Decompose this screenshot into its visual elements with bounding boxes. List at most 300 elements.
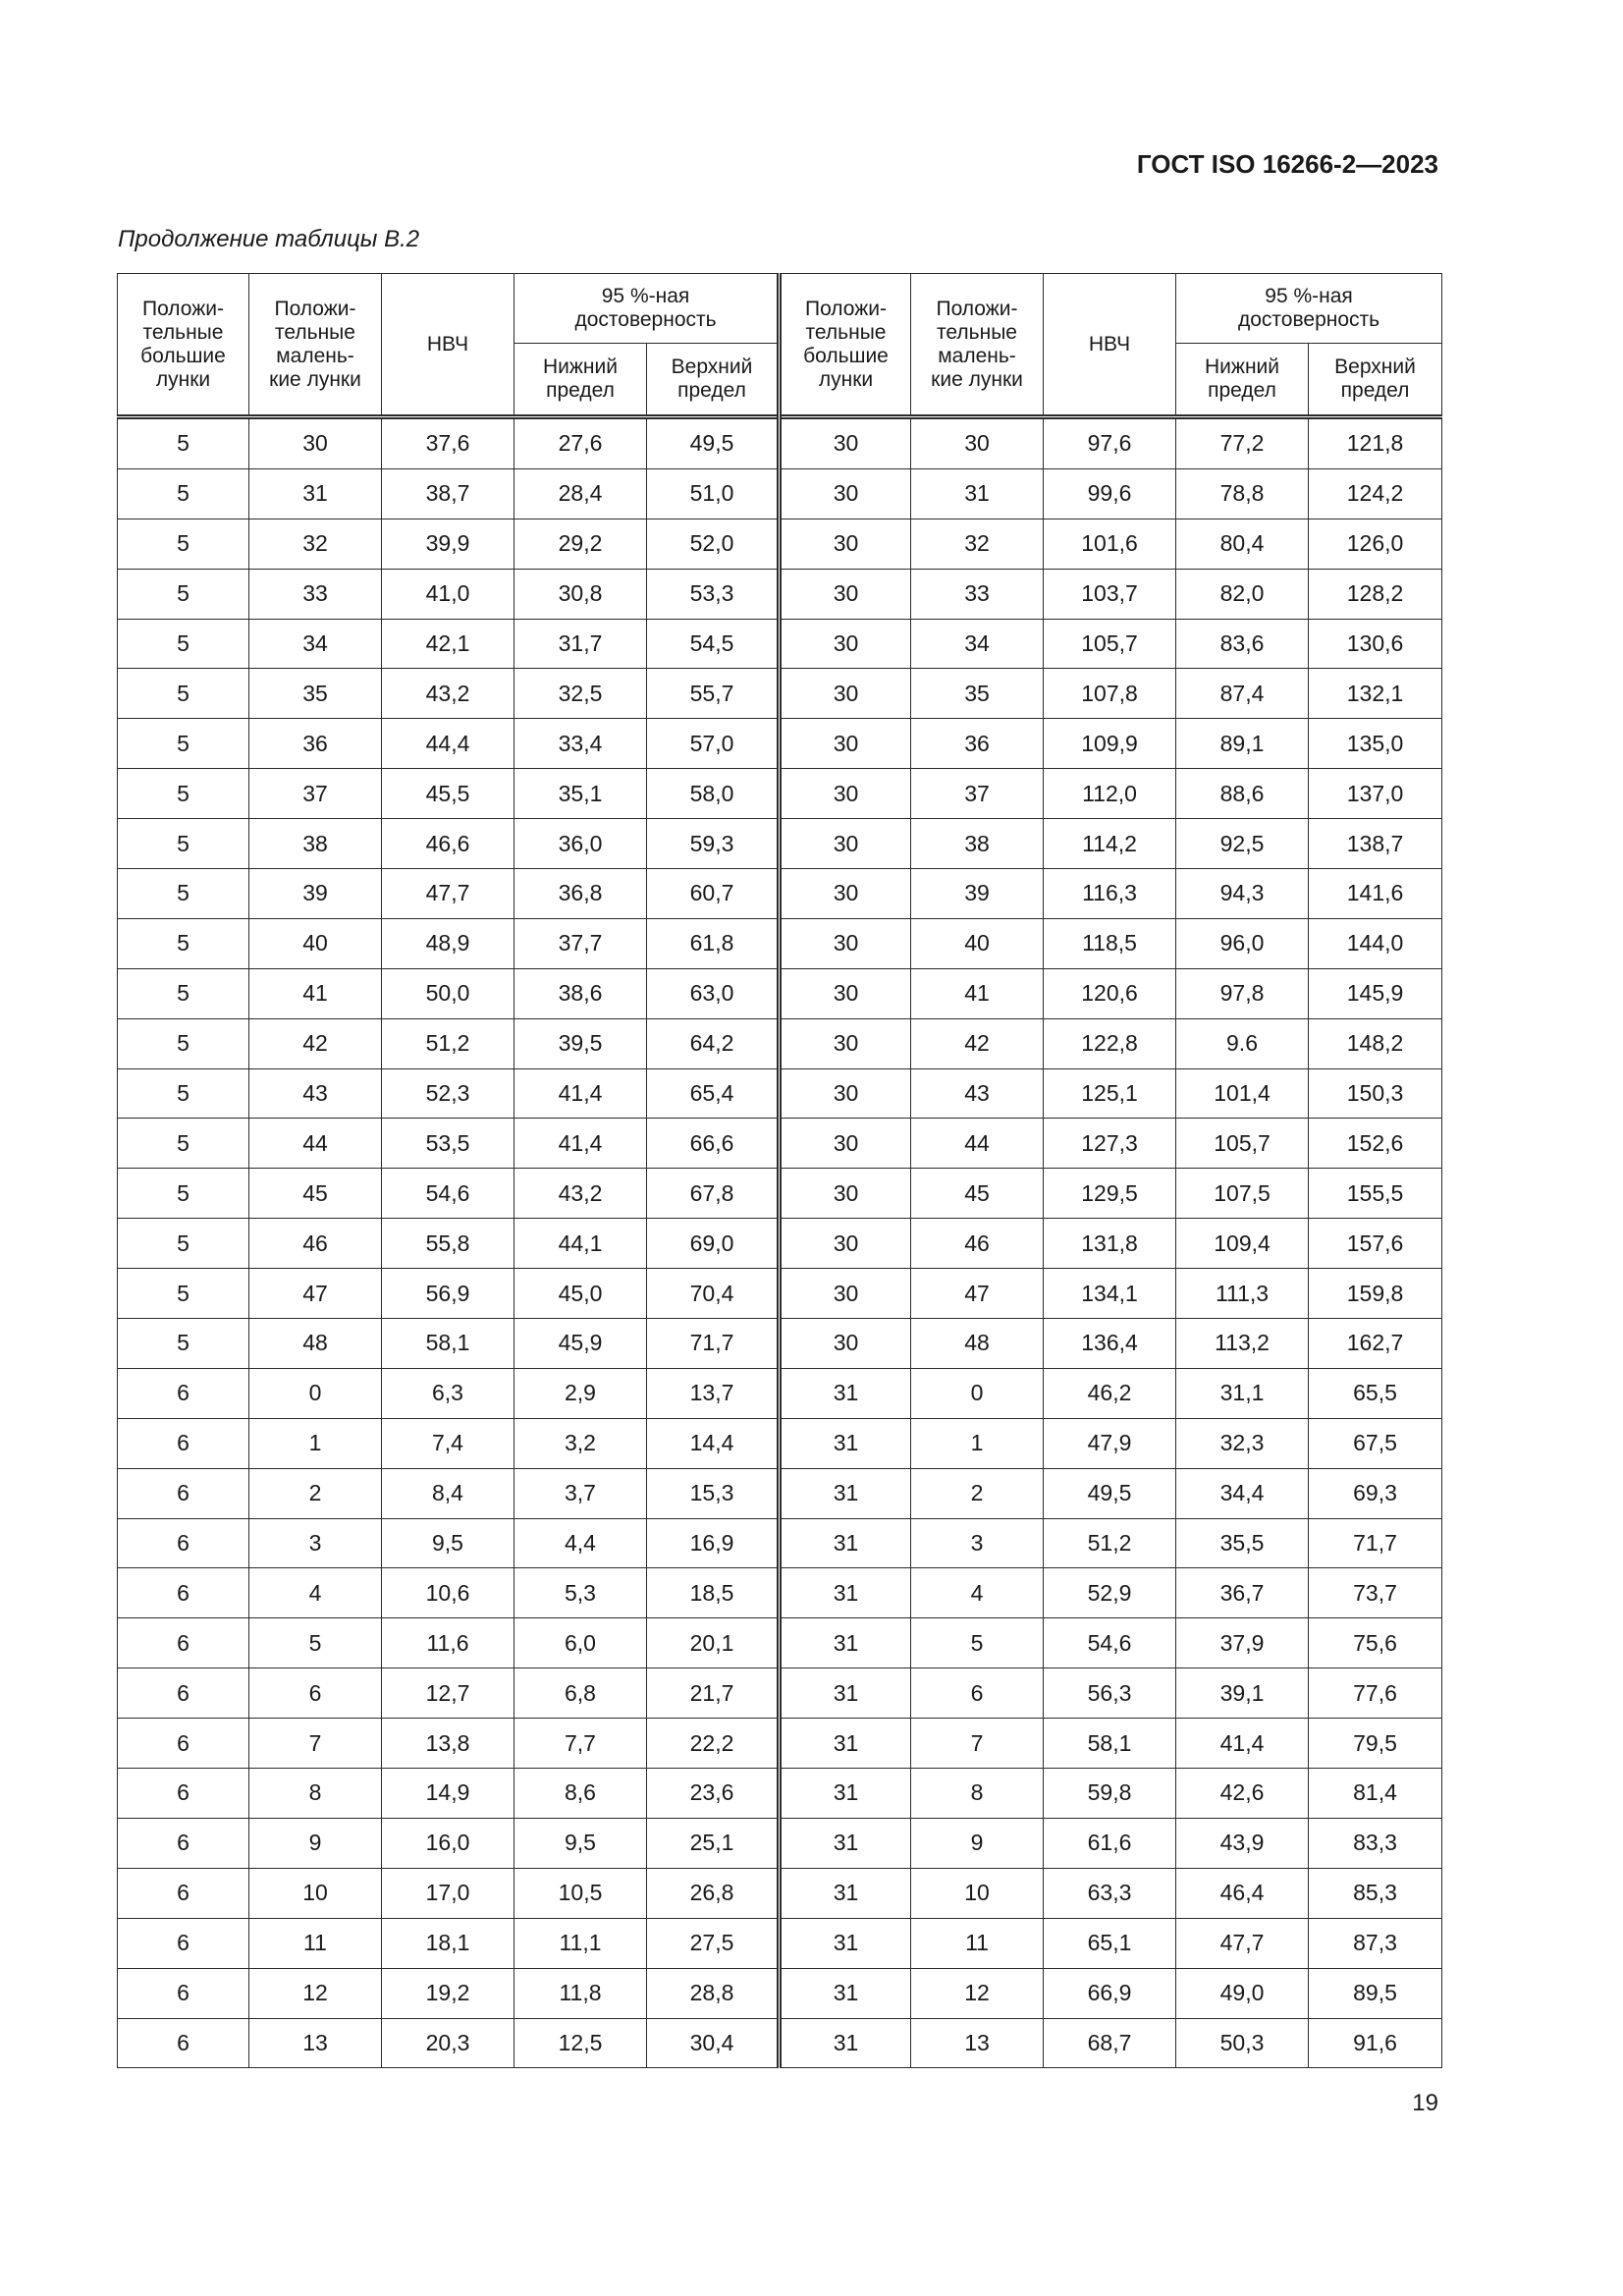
table-cell: 31: [780, 1769, 911, 1819]
table-cell: 16,9: [647, 1518, 780, 1568]
table-cell: 6: [118, 1368, 249, 1418]
table-cell: 32: [249, 519, 382, 569]
table-cell: 43,2: [382, 669, 514, 719]
header-positive-small: Положи- тельные малень- кие лунки: [249, 274, 382, 417]
table-cell: 46: [911, 1219, 1044, 1269]
table-cell: 16,0: [382, 1818, 514, 1868]
table-cell: 54,6: [1044, 1618, 1176, 1668]
table-cell: 162,7: [1309, 1319, 1442, 1369]
table-cell: 12: [911, 1968, 1044, 2018]
table-cell: 30: [780, 1068, 911, 1119]
table-cell: 9: [249, 1818, 382, 1868]
table-cell: 31: [780, 1468, 911, 1518]
table-cell: 49,0: [1176, 1968, 1309, 2018]
table-cell: 31: [780, 1568, 911, 1618]
table-cell: 47,9: [1044, 1418, 1176, 1468]
table-cell: 67,5: [1309, 1418, 1442, 1468]
table-cell: 37,9: [1176, 1618, 1309, 1668]
table-cell: 13: [249, 2018, 382, 2068]
table-cell: 31: [249, 468, 382, 519]
table-cell: 5: [118, 569, 249, 619]
table-row: [118, 468, 1442, 519]
table-row: [118, 1169, 1442, 1219]
table-cell: 69,0: [647, 1219, 780, 1269]
table-cell: 105,7: [1176, 1119, 1309, 1169]
table-cell: 5,3: [514, 1568, 647, 1618]
table-cell: 118,5: [1044, 918, 1176, 968]
table-cell: 43: [911, 1068, 1044, 1119]
table-row: [118, 1219, 1442, 1269]
table-cell: 30: [780, 1319, 911, 1369]
table-cell: 6: [118, 1769, 249, 1819]
table-row: [118, 1368, 1442, 1418]
table-cell: 7,7: [514, 1719, 647, 1769]
table-row: [118, 1568, 1442, 1618]
table-cell: 51,0: [647, 468, 780, 519]
table-cell: 55,7: [647, 669, 780, 719]
table-row: [118, 1668, 1442, 1719]
table-cell: 43,9: [1176, 1818, 1309, 1868]
table-cell: 6: [118, 1518, 249, 1568]
table-cell: 63,0: [647, 968, 780, 1018]
table-cell: 44,1: [514, 1219, 647, 1269]
table-cell: 31: [780, 1518, 911, 1568]
table-cell: 35: [249, 669, 382, 719]
table-cell: 31: [780, 1368, 911, 1418]
table-cell: 30: [780, 417, 911, 469]
table-cell: 5: [118, 417, 249, 469]
table-cell: 23,6: [647, 1769, 780, 1819]
table-cell: 61,8: [647, 918, 780, 968]
table-cell: 31: [911, 468, 1044, 519]
table-cell: 89,1: [1176, 719, 1309, 769]
table-cell: 6,3: [382, 1368, 514, 1418]
table-cell: 18,5: [647, 1568, 780, 1618]
table-cell: 6: [118, 2018, 249, 2068]
table-cell: 63,3: [1044, 1868, 1176, 1918]
table-cell: 152,6: [1309, 1119, 1442, 1169]
table-cell: 52,3: [382, 1068, 514, 1119]
table-cell: 13,7: [647, 1368, 780, 1418]
table-row: [118, 1518, 1442, 1568]
table-cell: 5: [118, 468, 249, 519]
table-cell: 36: [249, 719, 382, 769]
table-cell: 11,1: [514, 1918, 647, 1968]
table-cell: 145,9: [1309, 968, 1442, 1018]
table-cell: 6: [118, 1818, 249, 1868]
table-cell: 30: [780, 1219, 911, 1269]
table-cell: 8,6: [514, 1769, 647, 1819]
table-cell: 109,4: [1176, 1219, 1309, 1269]
table-cell: 97,8: [1176, 968, 1309, 1018]
table-cell: 101,6: [1044, 519, 1176, 569]
table-cell: 66,6: [647, 1119, 780, 1169]
table-cell: 94,3: [1176, 869, 1309, 919]
table-cell: 58,1: [382, 1319, 514, 1369]
table-cell: 121,8: [1309, 417, 1442, 469]
table-cell: 127,3: [1044, 1119, 1176, 1169]
table-row: [118, 619, 1442, 669]
table-cell: 53,3: [647, 569, 780, 619]
table-cell: 61,6: [1044, 1818, 1176, 1868]
table-cell: 10: [249, 1868, 382, 1918]
table-cell: 30: [780, 619, 911, 669]
table-cell: 134,1: [1044, 1269, 1176, 1319]
table-cell: 5: [911, 1618, 1044, 1668]
table-cell: 83,3: [1309, 1818, 1442, 1868]
header-confidence: 95 %-ная достоверность: [514, 274, 780, 344]
table-row: [118, 1319, 1442, 1369]
table-cell: 83,6: [1176, 619, 1309, 669]
table-cell: 58,0: [647, 769, 780, 819]
table-cell: 114,2: [1044, 819, 1176, 869]
table-row: [118, 918, 1442, 968]
table-cell: 5: [118, 719, 249, 769]
document-id: ГОСТ ISO 16266-2—2023: [1136, 149, 1438, 179]
table-cell: 30: [780, 1169, 911, 1219]
table-cell: 30: [780, 719, 911, 769]
table-cell: 20,3: [382, 2018, 514, 2068]
table-cell: 80,4: [1176, 519, 1309, 569]
table-cell: 109,9: [1044, 719, 1176, 769]
page-number: 19: [1412, 2090, 1438, 2116]
table-cell: 88,6: [1176, 769, 1309, 819]
table-cell: 30: [780, 569, 911, 619]
table-cell: 129,5: [1044, 1169, 1176, 1219]
table-cell: 45: [249, 1169, 382, 1219]
table-cell: 39: [911, 869, 1044, 919]
table-cell: 52,9: [1044, 1568, 1176, 1618]
table-cell: 128,2: [1309, 569, 1442, 619]
table-cell: 45,5: [382, 769, 514, 819]
table-cell: 7,4: [382, 1418, 514, 1468]
table-cell: 11: [911, 1918, 1044, 1968]
table-cell: 82,0: [1176, 569, 1309, 619]
table-cell: 46,6: [382, 819, 514, 869]
table-cell: 25,1: [647, 1818, 780, 1868]
table-row: [118, 669, 1442, 719]
table-cell: 13,8: [382, 1719, 514, 1769]
table-cell: 51,2: [382, 1018, 514, 1068]
table-cell: 111,3: [1176, 1269, 1309, 1319]
table-cell: 135,0: [1309, 719, 1442, 769]
table-cell: 5: [118, 869, 249, 919]
table-cell: 65,5: [1309, 1368, 1442, 1418]
table-cell: 103,7: [1044, 569, 1176, 619]
table-cell: 44: [911, 1119, 1044, 1169]
table-cell: 5: [118, 1269, 249, 1319]
header-upper-limit: Верхний предел: [647, 344, 780, 417]
table-cell: 2,9: [514, 1368, 647, 1418]
header-confidence: 95 %-ная достоверность: [1176, 274, 1442, 344]
table-cell: 49,5: [1044, 1468, 1176, 1518]
table-cell: 31: [780, 1618, 911, 1668]
table-cell: 7: [911, 1719, 1044, 1769]
table-row: [118, 1618, 1442, 1668]
table-cell: 11,8: [514, 1968, 647, 2018]
table-cell: 37: [911, 769, 1044, 819]
table-cell: 3: [911, 1518, 1044, 1568]
table-cell: 9,5: [382, 1518, 514, 1568]
table-cell: 56,3: [1044, 1668, 1176, 1719]
table-cell: 30: [780, 918, 911, 968]
table-cell: 31: [780, 1918, 911, 1968]
table-cell: 12: [249, 1968, 382, 2018]
table-cell: 34: [911, 619, 1044, 669]
header-positive-small: Положи- тельные малень- кие лунки: [911, 274, 1044, 417]
table-cell: 29,2: [514, 519, 647, 569]
table-cell: 89,5: [1309, 1968, 1442, 2018]
mpn-table: [117, 273, 1442, 2068]
table-cell: 33: [249, 569, 382, 619]
table-cell: 157,6: [1309, 1219, 1442, 1269]
table-row: [118, 1418, 1442, 1468]
table-cell: 6,0: [514, 1618, 647, 1668]
table-cell: 33: [911, 569, 1044, 619]
table-body: [118, 417, 1442, 2068]
table-cell: 21,7: [647, 1668, 780, 1719]
table-cell: 64,2: [647, 1018, 780, 1068]
table-cell: 30: [780, 819, 911, 869]
table-cell: 79,5: [1309, 1719, 1442, 1769]
table-cell: 47: [911, 1269, 1044, 1319]
table-cell: 22,2: [647, 1719, 780, 1769]
table-cell: 48,9: [382, 918, 514, 968]
table-cell: 31: [780, 1668, 911, 1719]
table-cell: 5: [118, 819, 249, 869]
table-row: [118, 968, 1442, 1018]
table-cell: 2: [249, 1468, 382, 1518]
table-cell: 87,4: [1176, 669, 1309, 719]
table-cell: 10: [911, 1868, 1044, 1918]
table-cell: 4: [911, 1568, 1044, 1618]
table-cell: 30: [780, 869, 911, 919]
table-cell: 36: [911, 719, 1044, 769]
table-cell: 1: [911, 1418, 1044, 1468]
table-cell: 41,0: [382, 569, 514, 619]
table-cell: 8: [911, 1769, 1044, 1819]
table-cell: 113,2: [1176, 1319, 1309, 1369]
table-row: [118, 1018, 1442, 1068]
table-cell: 42,1: [382, 619, 514, 669]
table-row: [118, 1769, 1442, 1819]
table-cell: 8: [249, 1769, 382, 1819]
table-cell: 30: [780, 769, 911, 819]
table-cell: 41,4: [514, 1068, 647, 1119]
table-cell: 150,3: [1309, 1068, 1442, 1119]
header-lower-limit: Нижний предел: [1176, 344, 1309, 417]
table-cell: 87,3: [1309, 1918, 1442, 1968]
table-cell: 20,1: [647, 1618, 780, 1668]
table-cell: 30: [780, 1018, 911, 1068]
table-row: [118, 1068, 1442, 1119]
table-cell: 81,4: [1309, 1769, 1442, 1819]
table-cell: 12,7: [382, 1668, 514, 1719]
table-cell: 5: [118, 1018, 249, 1068]
table-cell: 159,8: [1309, 1269, 1442, 1319]
table-cell: 39,9: [382, 519, 514, 569]
table-cell: 33,4: [514, 719, 647, 769]
table-cell: 41: [911, 968, 1044, 1018]
header-positive-large: Положи- тельные большие лунки: [118, 274, 249, 417]
table-cell: 105,7: [1044, 619, 1176, 669]
table-cell: 9,5: [514, 1818, 647, 1868]
table-cell: 136,4: [1044, 1319, 1176, 1369]
table-cell: 6: [118, 1968, 249, 2018]
table-cell: 38,6: [514, 968, 647, 1018]
header-mpn: НВЧ: [382, 274, 514, 417]
table-row: [118, 2018, 1442, 2068]
table-row: [118, 769, 1442, 819]
table-cell: 10,5: [514, 1868, 647, 1918]
table-cell: 19,2: [382, 1968, 514, 2018]
table-row: [118, 569, 1442, 619]
table-cell: 27,5: [647, 1918, 780, 1968]
table-cell: 69,3: [1309, 1468, 1442, 1518]
header-mpn: НВЧ: [1044, 274, 1176, 417]
table-cell: 40: [249, 918, 382, 968]
table-cell: 11,6: [382, 1618, 514, 1668]
table-cell: 5: [118, 1219, 249, 1269]
table-cell: 39,5: [514, 1018, 647, 1068]
header-positive-large: Положи- тельные большие лунки: [780, 274, 911, 417]
table-cell: 124,2: [1309, 468, 1442, 519]
table-cell: 32: [911, 519, 1044, 569]
table-cell: 30: [249, 417, 382, 469]
table-cell: 131,8: [1044, 1219, 1176, 1269]
table-cell: 55,8: [382, 1219, 514, 1269]
table-cell: 17,0: [382, 1868, 514, 1918]
table-cell: 48: [911, 1319, 1044, 1369]
table-cell: 5: [118, 968, 249, 1018]
table-cell: 44: [249, 1119, 382, 1169]
table-cell: 138,7: [1309, 819, 1442, 869]
table-cell: 137,0: [1309, 769, 1442, 819]
table-cell: 53,5: [382, 1119, 514, 1169]
table-cell: 18,1: [382, 1918, 514, 1968]
table-cell: 6: [118, 1468, 249, 1518]
table-cell: 6: [118, 1418, 249, 1468]
table-row: [118, 869, 1442, 919]
table-cell: 6: [911, 1668, 1044, 1719]
table-cell: 2: [911, 1468, 1044, 1518]
table-cell: 31: [780, 1418, 911, 1468]
table-row: [118, 819, 1442, 869]
table-cell: 41,4: [514, 1119, 647, 1169]
table-cell: 30: [780, 669, 911, 719]
table-cell: 4: [249, 1568, 382, 1618]
table-cell: 0: [911, 1368, 1044, 1418]
table-cell: 47,7: [1176, 1918, 1309, 1968]
table-cell: 96,0: [1176, 918, 1309, 968]
table-cell: 34,4: [1176, 1468, 1309, 1518]
table-cell: 6: [118, 1918, 249, 1968]
table-cell: 7: [249, 1719, 382, 1769]
table-cell: 31: [780, 1719, 911, 1769]
table-cell: 5: [249, 1618, 382, 1668]
table-cell: 32,5: [514, 669, 647, 719]
table-cell: 5: [118, 1068, 249, 1119]
table-cell: 3,7: [514, 1468, 647, 1518]
table-cell: 141,6: [1309, 869, 1442, 919]
table-cell: 31,1: [1176, 1368, 1309, 1418]
table-cell: 36,7: [1176, 1568, 1309, 1618]
table-cell: 49,5: [647, 417, 780, 469]
table-cell: 67,8: [647, 1169, 780, 1219]
table-cell: 54,5: [647, 619, 780, 669]
table-cell: 77,2: [1176, 417, 1309, 469]
table-cell: 43: [249, 1068, 382, 1119]
table-cell: 6: [118, 1868, 249, 1918]
table-cell: 6,8: [514, 1668, 647, 1719]
table-row: [118, 1868, 1442, 1918]
table-cell: 42: [249, 1018, 382, 1068]
table-cell: 57,0: [647, 719, 780, 769]
table-cell: 11: [249, 1918, 382, 1968]
table-cell: 46,4: [1176, 1868, 1309, 1918]
table-cell: 70,4: [647, 1269, 780, 1319]
table-cell: 47: [249, 1269, 382, 1319]
table-cell: 5: [118, 1119, 249, 1169]
table-cell: 78,8: [1176, 468, 1309, 519]
table-cell: 5: [118, 619, 249, 669]
table-cell: 35: [911, 669, 1044, 719]
table-cell: 37,6: [382, 417, 514, 469]
table-cell: 66,9: [1044, 1968, 1176, 2018]
table-cell: 144,0: [1309, 918, 1442, 968]
table-cell: 42,6: [1176, 1769, 1309, 1819]
table-cell: 45,9: [514, 1319, 647, 1369]
table-cell: 6: [118, 1668, 249, 1719]
table-cell: 44,4: [382, 719, 514, 769]
table-cell: 46: [249, 1219, 382, 1269]
table-cell: 5: [118, 669, 249, 719]
table-cell: 73,7: [1309, 1568, 1442, 1618]
table-cell: 71,7: [1309, 1518, 1442, 1568]
table-cell: 31: [780, 2018, 911, 2068]
table-row: [118, 1719, 1442, 1769]
table-cell: 12,5: [514, 2018, 647, 2068]
table-cell: 10,6: [382, 1568, 514, 1618]
table-cell: 58,1: [1044, 1719, 1176, 1769]
table-cell: 8,4: [382, 1468, 514, 1518]
table-cell: 126,0: [1309, 519, 1442, 569]
table-cell: 28,8: [647, 1968, 780, 2018]
table-cell: 43,2: [514, 1169, 647, 1219]
table-cell: 77,6: [1309, 1668, 1442, 1719]
table-cell: 3,2: [514, 1418, 647, 1468]
table-cell: 31: [780, 1968, 911, 2018]
table-cell: 122,8: [1044, 1018, 1176, 1068]
table-cell: 15,3: [647, 1468, 780, 1518]
table-row: [118, 417, 1442, 469]
table-cell: 107,8: [1044, 669, 1176, 719]
table-cell: 60,7: [647, 869, 780, 919]
table-cell: 31,7: [514, 619, 647, 669]
table-cell: 30,4: [647, 2018, 780, 2068]
table-cell: 32,3: [1176, 1418, 1309, 1468]
table-cell: 1: [249, 1418, 382, 1468]
table-cell: 30: [780, 968, 911, 1018]
table-cell: 30: [780, 1269, 911, 1319]
table-cell: 39: [249, 869, 382, 919]
table-cell: 125,1: [1044, 1068, 1176, 1119]
table-cell: 50,0: [382, 968, 514, 1018]
table-cell: 27,6: [514, 417, 647, 469]
table-cell: 6: [249, 1668, 382, 1719]
table-cell: 54,6: [382, 1169, 514, 1219]
table-cell: 31: [780, 1868, 911, 1918]
